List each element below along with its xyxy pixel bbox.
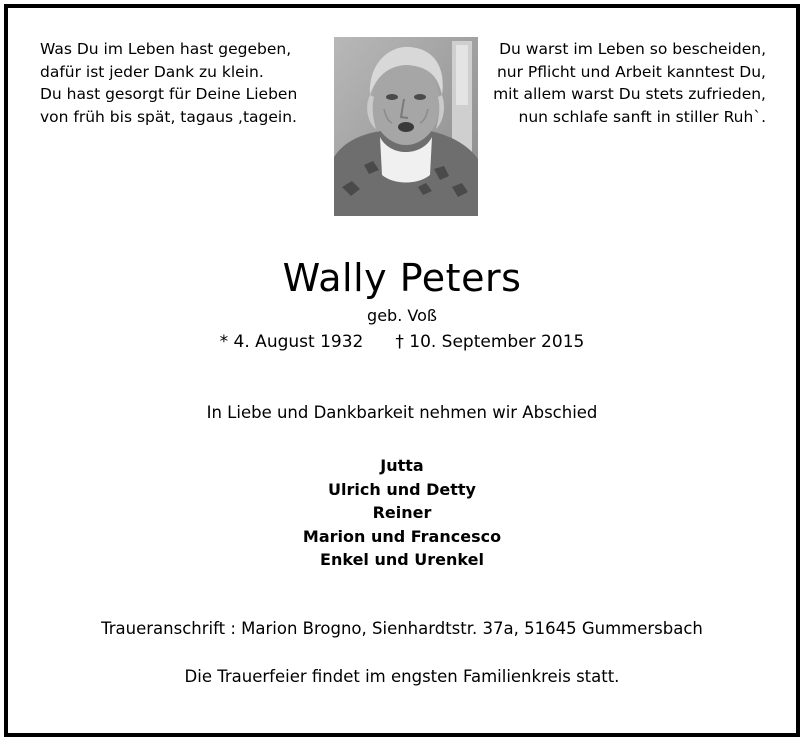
poem-right-line: mit allem warst Du stets zufrieden, [493,85,766,103]
death-date: † 10. September 2015 [395,332,585,352]
obituary-notice [4,4,800,737]
poem-right-line: nun schlafe sanft in stiller Ruh`. [518,107,766,126]
mourner-name: Ulrich und Detty [328,479,476,499]
mourner-name: Reiner [372,503,432,522]
mourning-address: Traueranschrift : Marion Brogno, Sienhardtstr. 37a, 51645 Gummersbach [101,619,703,638]
poem-left-line: Was Du im Leben hast gegeben, [40,40,292,58]
poem-left-line: Du hast gesorgt für Deine Lieben [40,85,298,103]
farewell-line: In Liebe und Dankbarkeit nehmen wir Abschied [206,403,598,422]
portrait-photo-icon [334,37,478,216]
birth-date: * 4. August 1932 [219,332,364,352]
poem-left-line: von früh bis spät, tagaus ,tagein. [40,107,297,126]
mourners-list [8,454,796,572]
maiden-name: geb. Voß [367,306,437,325]
poem-right-line: Du warst im Leben so bescheiden, [499,40,766,58]
mourner-name: Marion und Francesco [302,526,502,546]
mourner-name: Jutta [380,456,424,475]
service-note: Die Trauerfeier findet im engsten Familienkreis statt. [184,667,620,686]
life-dates [8,332,796,352]
poem-left [40,38,297,128]
poem-right [493,38,766,128]
poem-left-line: dafür ist jeder Dank zu klein. [40,62,264,81]
portrait-photo [334,37,478,216]
deceased-name: Wally Peters [282,256,522,300]
mourner-name: Enkel und Urenkel [320,550,484,569]
poem-right-line: nur Pflicht und Arbeit kanntest Du, [496,62,766,81]
